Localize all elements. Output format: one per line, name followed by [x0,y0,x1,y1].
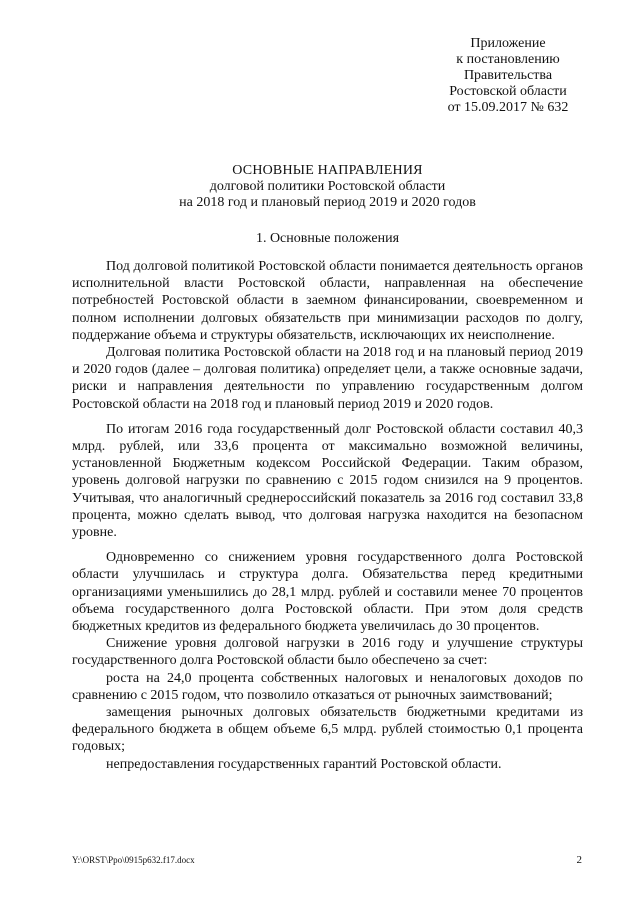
title-subtitle-2: на 2018 год и плановый период 2019 и 2020 годов [179,195,476,210]
title-main: ОСНОВНЫЕ НАПРАВЛЕНИЯ [232,163,423,178]
paragraph: роста на 24,0 процента собственных налоговых и неналоговых доходов по сравнению с 2015 годом, что позволило отказаться от рыночных заимствований; [72,670,583,703]
paragraph: замещения рыночных долговых обязательств бюджетными кредитами из федерального бюджета в общем объеме 6,5 млрд. рублей стоимостью 0,1 процента годовых; [72,705,583,755]
title-subtitle-1: долговой политики Ростовской области [209,179,446,194]
paragraph: Одновременно со снижением уровня государственного долга Ростовской области улучшилась и структура долга. Обязательства перед кредитными организациями уменьшились до 28,1 млрд. рублей и составили менее 70 процентов объема государственного долга Ростовской области. При этом доля средств бюджетных кредитов из федерального бюджета увеличилась до 30 процентов. [72,550,583,635]
paragraph: непредоставления государственных гарантий Ростовской области. [106,756,502,772]
appendix-line-3: Правительства [463,68,553,83]
paragraph: Снижение уровня долговой нагрузки в 2016 году и улучшение структуры государственного долга Ростовской области было обеспечено за счет: [72,636,583,669]
paragraph: По итогам 2016 года государственный долг Ростовской области составил 40,3 млрд. рублей, или 33,6 процента от максимально возможной величины, установленной Бюджетным кодексом Российской Федерации. Таким образом, уровень долговой нагрузки по сравнению с 2015 годом снизился на 9 процентов. Учитывая, что аналогичный среднероссийский показатель за 2016 год составил 33,8 процента, можно сделать вывод, что долговая нагрузка находится на безопасном уровне. [72,421,583,541]
footer-page-number: 2 [576,854,582,866]
appendix-line-5: от 15.09.2017 № 632 [447,100,569,115]
appendix-line-1: Приложение [470,36,546,51]
appendix-line-4: Ростовской области [449,84,567,99]
section-heading: 1. Основные положения [255,231,400,246]
document-body [72,258,583,773]
paragraph: Долговая политика Ростовской области на 2018 год и на плановый период 2019 и 2020 годов (далее – долговая политика) определяет цели, а также основные задачи, риски и направления деятельности по управлению государственным долгом Ростовской области на 2018 год и плановый период 2019 и 2020 годов. [72,345,583,412]
paragraph: Под долговой политикой Ростовской области понимается деятельность органов исполнительной власти Ростовской области, направленная на обеспечение потребностей Ростовской области в заемном финансировании, своевременном и полном исполнении долговых обязательств при минимизации расходов по долгу, поддержание объема и структуры обязательств, исключающих их неисполнение. [72,259,583,343]
appendix-block [428,36,588,116]
footer-file-path: Y:\ORST\Ppo\0915p632.f17.docx [72,855,195,865]
document-title [72,162,583,211]
appendix-line-2: к постановлению [456,52,560,67]
